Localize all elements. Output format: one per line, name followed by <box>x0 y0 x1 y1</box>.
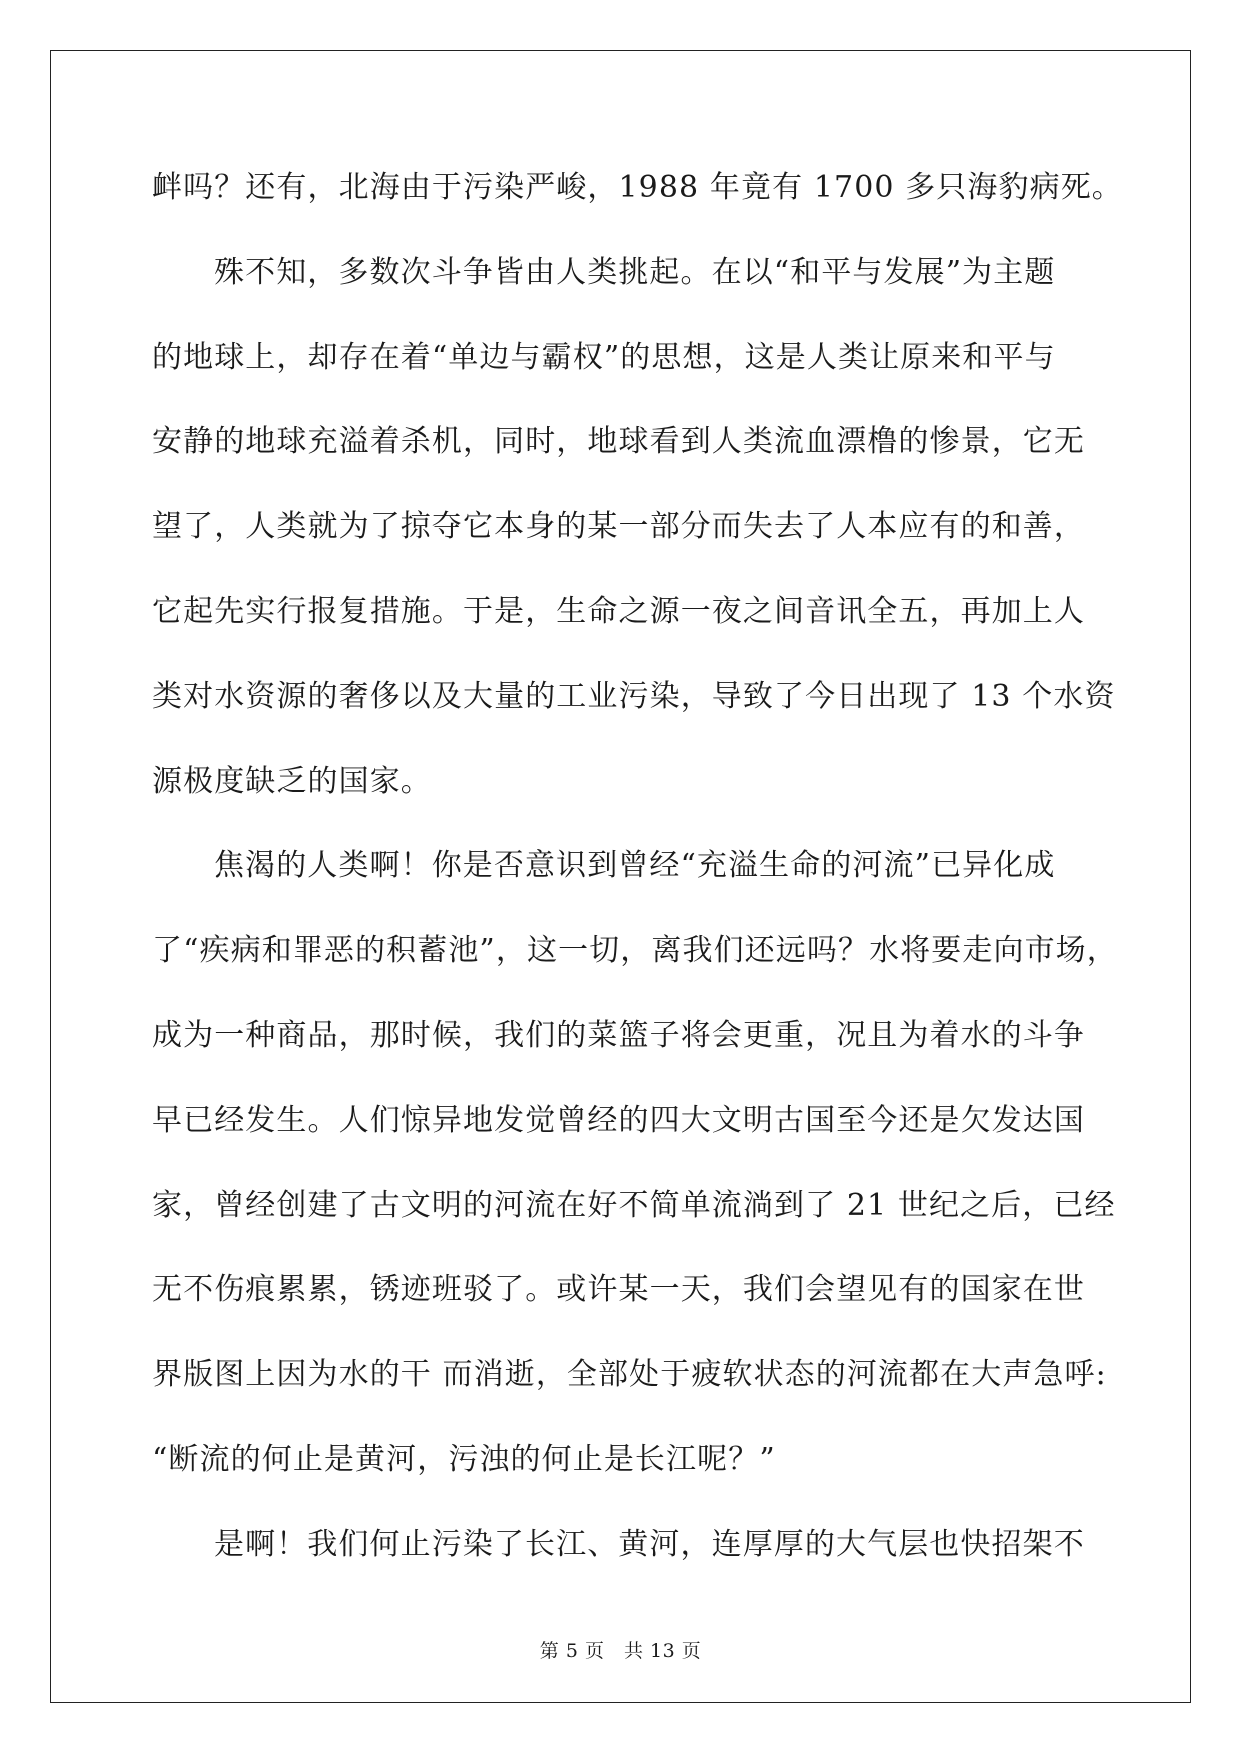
text-line: 的地球上，却存在着“单边与霸权”的思想，这是人类让原来和平与 <box>152 339 1056 375</box>
text-line: 源极度缺乏的国家。 <box>152 763 432 799</box>
page-number-footer: 第 5 页 共 13 页 <box>539 1640 702 1662</box>
text-line: 成为一种商品，那时候，我们的菜篮子将会更重，况且为着水的斗争 <box>152 1017 1085 1053</box>
text-line: 它起先实行报复措施。于是，生命之源一夜之间音讯全五，再加上人 <box>152 593 1085 629</box>
text-line: 焦渴的人类啊！你是否意识到曾经“充溢生命的河流”已异化成 <box>214 848 1056 884</box>
text-line: 安静的地球充溢着杀机，同时，地球看到人类流血漂橹的惨景，它无 <box>152 424 1085 460</box>
text-line: 早已经发生。人们惊异地发觉曾经的四大文明古国至今还是欠发达国 <box>152 1102 1085 1138</box>
document-body <box>152 158 1123 1600</box>
text-line: 类对水资源的奢侈以及大量的工业污染，导致了今日出现了 13 个水资 <box>152 678 1116 714</box>
text-line: 界版图上因为水的干 而消逝，全部处于疲软状态的河流都在大声急呼: <box>152 1357 1107 1393</box>
text-line: 无不伤痕累累，锈迹班驳了。或许某一天，我们会望见有的国家在世 <box>152 1272 1085 1308</box>
text-line: 衅吗？还有，北海由于污染严峻，1988 年竟有 1700 多只海豹病死。 <box>152 170 1123 205</box>
text-line: 了“疾病和罪恶的积蓄池”，这一切，离我们还远吗？水将要走向市场， <box>152 933 1118 969</box>
text-line: 殊不知，多数次斗争皆由人类挑起。在以“和平与发展”为主题 <box>214 254 1056 290</box>
text-line: 家，曾经创建了古文明的河流在好不简单流淌到了 21 世纪之后，已经 <box>152 1187 1116 1223</box>
text-line: 是啊！我们何止污染了长江、黄河，连厚厚的大气层也快招架不 <box>214 1526 1085 1562</box>
text-line: 望了，人类就为了掠夺它本身的某一部分而失去了人本应有的和善， <box>152 509 1085 545</box>
text-line: “断流的何止是黄河，污浊的何止是长江呢？” <box>152 1441 776 1477</box>
